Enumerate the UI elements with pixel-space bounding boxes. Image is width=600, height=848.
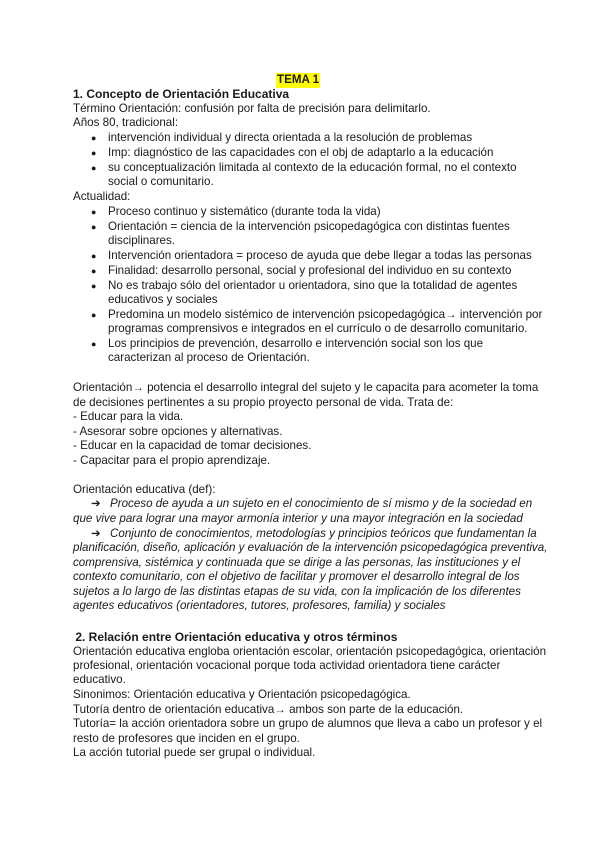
list-item: Finalidad: desarrollo personal, social y profesional del individuo en su contexto (108, 264, 512, 277)
definition-line: sujetos a lo largo de las distintas etapas de su vida, con la implicación de los diferentes (73, 585, 521, 598)
bullet-icon: ● (91, 133, 97, 143)
paragraph-line: Sinonimos: Orientación educativa y Orientación psicopedagógica. (73, 688, 411, 701)
bullet-icon: ● (91, 310, 97, 320)
definition-line: Conjunto de conocimientos, metodologías y principios teóricos que fundamentan la (110, 527, 537, 540)
paragraph-line: profesional, orientación vocacional porque toda actividad orientadora tiene carácter (73, 659, 501, 672)
paragraph-line: La acción tutorial puede ser grupal o individual. (73, 746, 316, 759)
definition-line: planificación, diseño, aplicación y evaluación de la intervención psicopedagógica preventiva, (73, 541, 548, 554)
traditional-label: Años 80, tradicional: (73, 116, 179, 129)
bullet-icon: ● (91, 148, 97, 158)
paragraph-line: - Educar en la capacidad de tomar decisiones. (73, 439, 312, 452)
definition-line: contexto comunitario, con el objetivo de facilitar y promover el desarrollo integral de los (73, 570, 520, 583)
intro-line: Término Orientación: confusión por falta de precisión para delimitarlo. (73, 102, 431, 115)
section-1-heading: 1. Concepto de Orientación Educativa (73, 87, 290, 101)
arrow-icon: ➔ (91, 527, 101, 540)
bullet-icon: ● (91, 163, 97, 173)
document-title: TEMA 1 (277, 73, 320, 86)
definition-label: Orientación educativa (def): (73, 483, 216, 496)
paragraph-line: educativo. (73, 673, 126, 686)
paragraph-line: - Educar para la vida. (73, 410, 184, 423)
list-item: Intervención orientadora = proceso de ayuda que debe llegar a todas las personas (108, 249, 532, 262)
bullet-icon: ● (91, 207, 97, 217)
arrow-icon: ➔ (91, 497, 101, 510)
list-item: Orientación = ciencia de la intervención psicopedagógica con distintas fuentes (108, 220, 510, 233)
list-item: Proceso continuo y sistemático (durante toda la vida) (108, 205, 381, 218)
paragraph-line: resto de profesores que inciden en el grupo. (73, 732, 300, 745)
list-item-continuation: caracterizan al proceso de Orientación. (108, 351, 310, 364)
list-item-continuation: educativos y sociales (108, 293, 218, 306)
list-item: Imp: diagnóstico de las capacidades con el obj de adaptarlo a la educación (108, 146, 494, 159)
list-item-continuation: programas comprensivos e integrados en el currículo o de desarrollo comunitario. (108, 322, 528, 335)
definition-line: agentes educativos (orientadores, tutores, profesores, familia) y sociales (73, 599, 446, 612)
bullet-icon: ● (91, 222, 97, 232)
bullet-icon: ● (91, 266, 97, 276)
paragraph-line: Orientación→ potencia el desarrollo integral del sujeto y le capacita para acometer la toma (73, 381, 539, 394)
bullet-icon: ● (91, 281, 97, 291)
paragraph-line: Orientación educativa engloba orientación escolar, orientación psicopedagógica, orientación (73, 645, 547, 658)
paragraph-line: - Asesorar sobre opciones y alternativas. (73, 425, 283, 438)
list-item: No es trabajo sólo del orientador u orientadora, sino que la totalidad de agentes (108, 279, 518, 292)
definition-line: Proceso de ayuda a un sujeto en el conocimiento de sí mismo y de la sociedad en (110, 497, 533, 510)
definition-line: que vive para lograr una mayor armonía interior y una mayor integración en la sociedad (73, 512, 523, 525)
paragraph-line: Tutoría dentro de orientación educativa→ ambos son parte de la educación. (73, 703, 464, 716)
definition-line: comprensiva, sistémica y continuada que se dirige a las personas, las instituciones y el (73, 556, 521, 569)
list-item: Los principios de prevención, desarrollo e intervención social son los que (108, 337, 484, 350)
current-label: Actualidad: (73, 190, 131, 203)
section-2-heading: 2. Relación entre Orientación educativa y otros términos (72, 630, 398, 644)
list-item: su conceptualización limitada al contexto de la educación formal, no el contexto (108, 161, 517, 174)
paragraph-line: de decisiones pertinentes a su propio proyecto personal de vida. Trata de: (73, 396, 454, 409)
paragraph-line: - Capacitar para el propio aprendizaje. (73, 454, 271, 467)
paragraph-line: Tutoría= la acción orientadora sobre un grupo de alumnos que lleva a cabo un profesor y el (73, 717, 543, 730)
list-item: Predomina un modelo sistémico de intervención psicopedagógica→ intervención por (108, 308, 543, 321)
list-item-continuation: disciplinares. (108, 234, 176, 247)
list-item-continuation: social o comunitario. (108, 175, 214, 188)
bullet-icon: ● (91, 339, 97, 349)
list-item: intervención individual y directa orientada a la resolución de problemas (108, 131, 473, 144)
bullet-icon: ● (91, 251, 97, 261)
